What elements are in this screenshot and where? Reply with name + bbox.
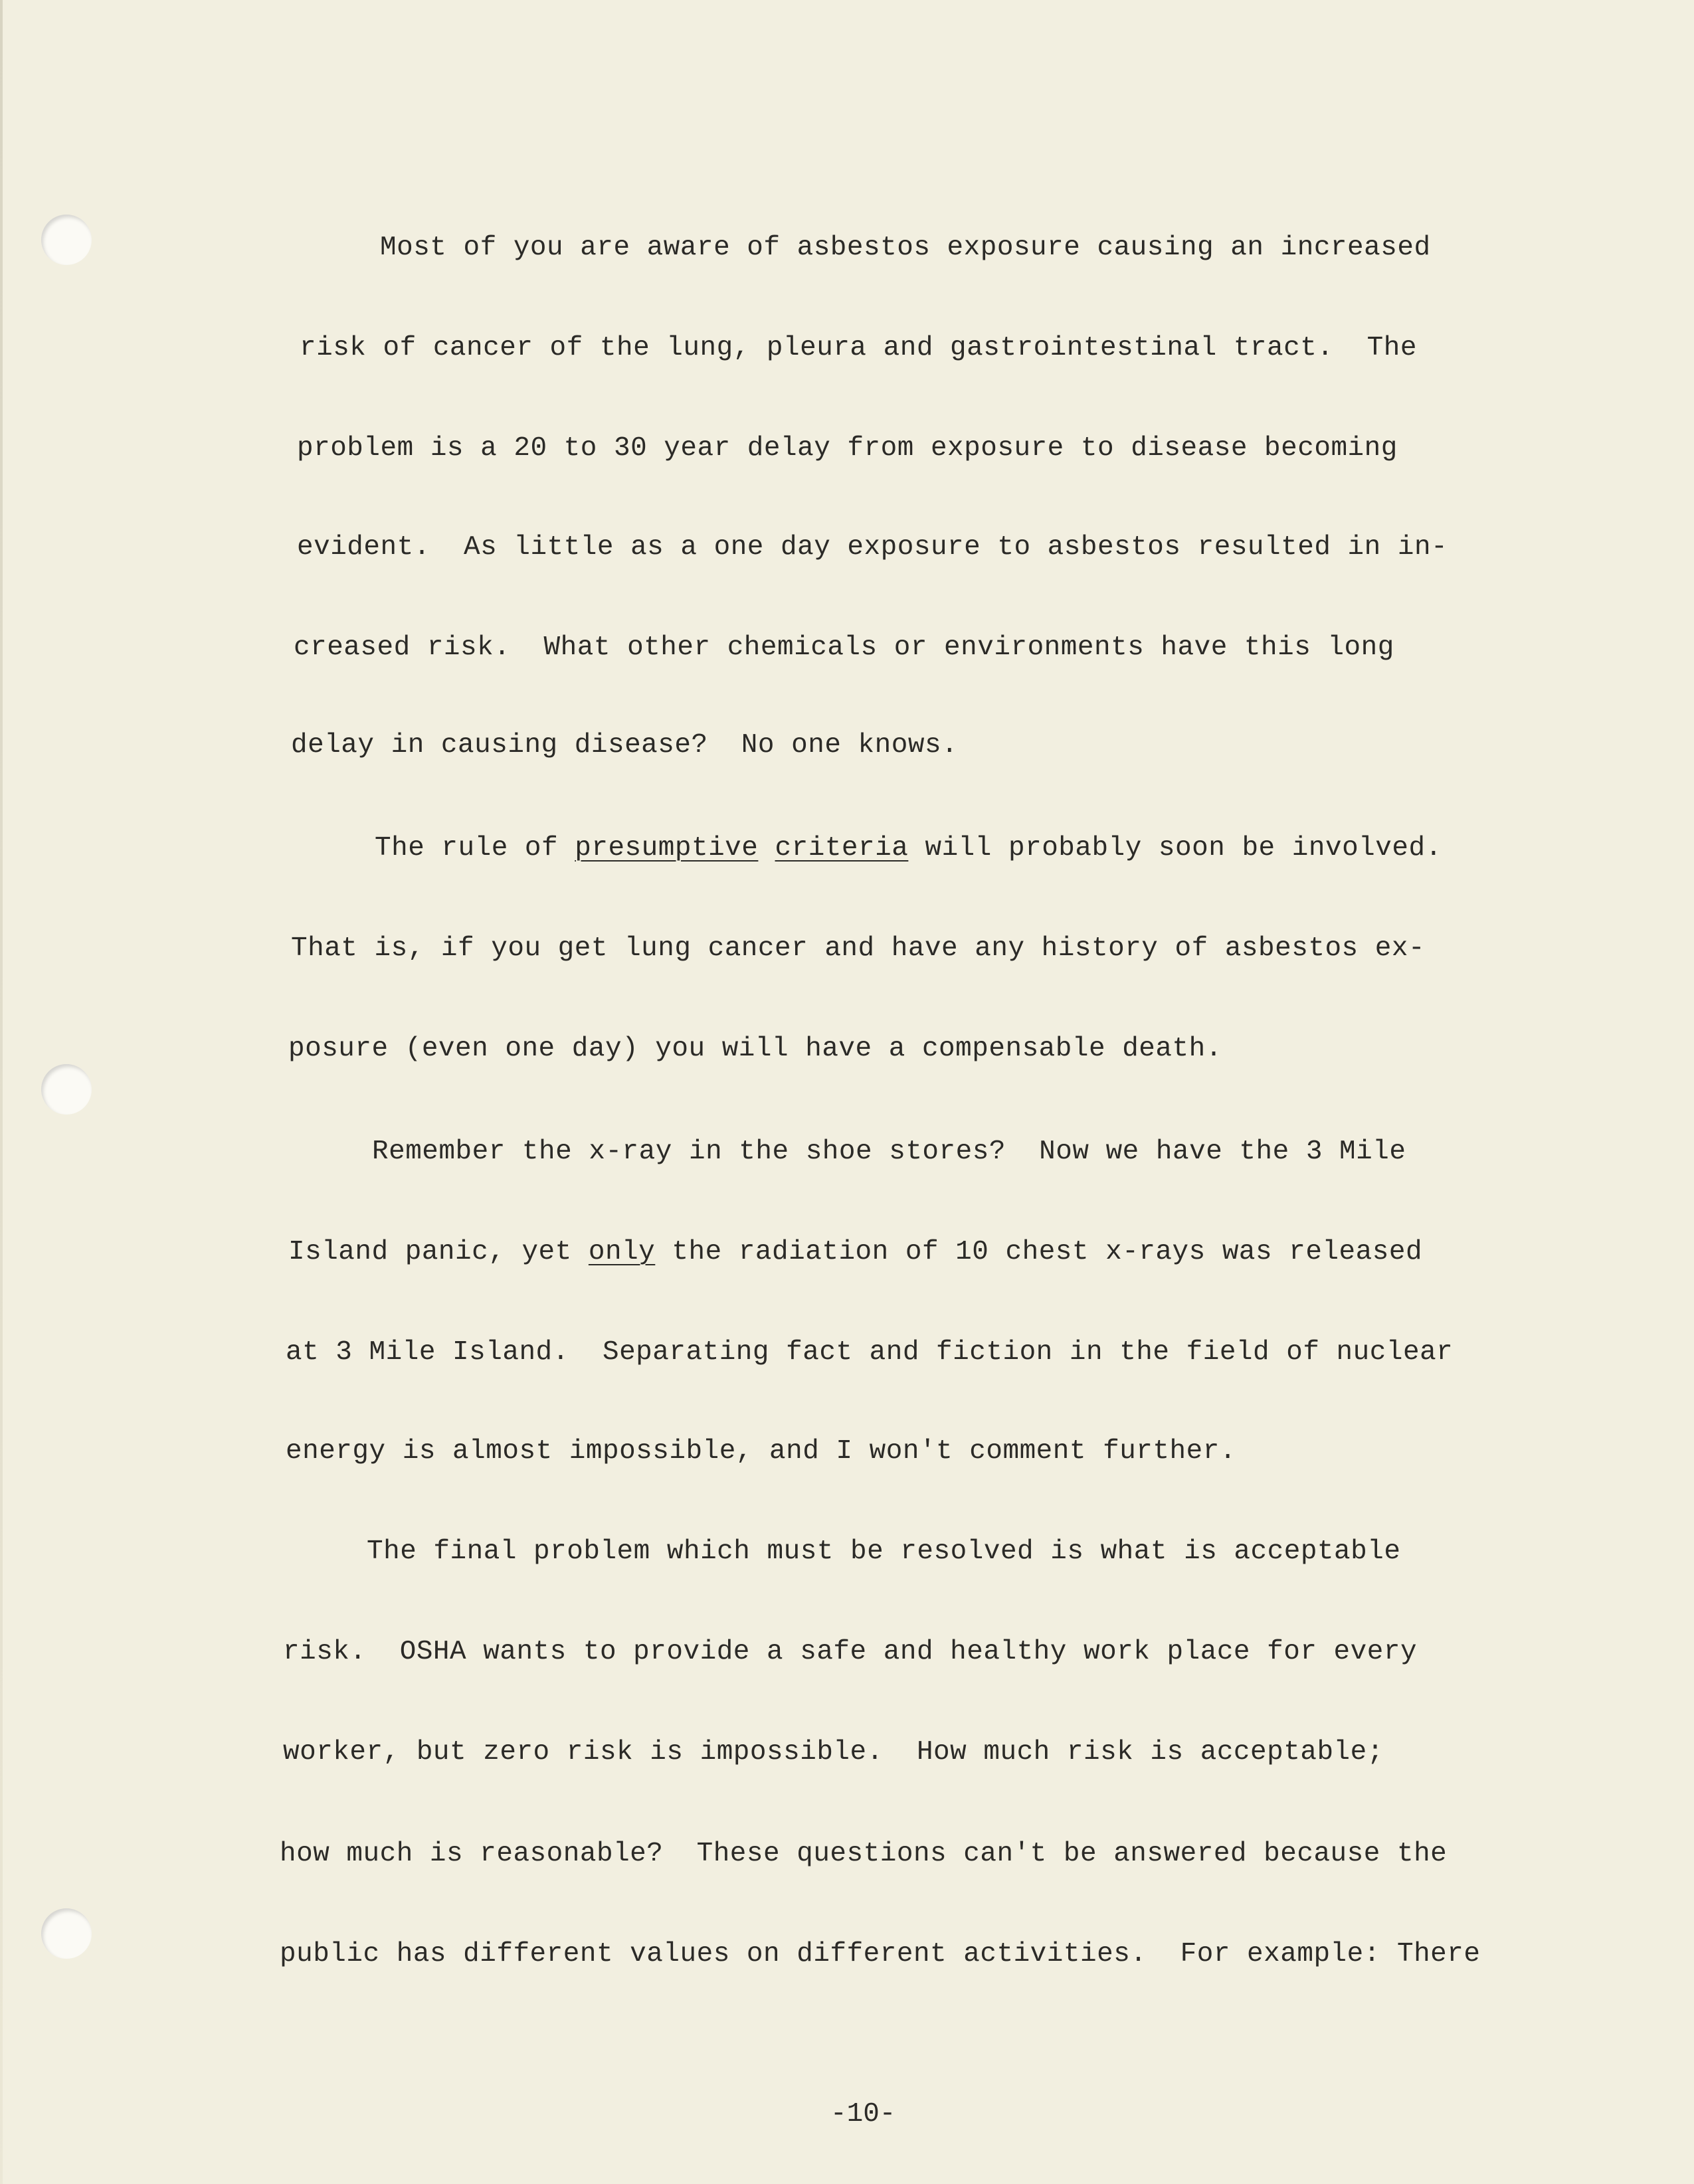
text-segment: Island panic, yet: [288, 1237, 589, 1267]
text-segment: [758, 833, 775, 864]
text-line: [372, 1135, 1406, 1168]
text-segment: at 3 Mile Island. Separating fact and fiction in the field of nuclear: [286, 1337, 1454, 1368]
text-segment: delay in causing disease? No one knows.: [291, 730, 959, 761]
text-line: [380, 231, 1431, 264]
text-segment: That is, if you get lung cancer and have any history of asbestos ex-: [291, 933, 1426, 964]
text-segment: problem is a 20 to 30 year delay from exposure to disease becoming: [297, 433, 1398, 464]
text-segment: evident. As little as a one day exposure to asbestos resulted in in-: [297, 532, 1448, 563]
text-line: [286, 1336, 1453, 1369]
text-line: [297, 432, 1398, 465]
text-line: [291, 729, 958, 762]
text-segment: worker, but zero risk is impossible. How much risk is acceptable;: [283, 1737, 1384, 1768]
text-line: [280, 1837, 1447, 1870]
text-segment: creased risk. What other chemicals or environments have this long: [294, 632, 1394, 663]
text-segment: public has different values on different activities. For example: There: [280, 1939, 1481, 1969]
underlined-text: only: [588, 1237, 656, 1267]
text-segment: risk. OSHA wants to provide a safe and healthy work place for every: [283, 1637, 1418, 1667]
text-segment: will probably soon be involved.: [908, 833, 1442, 864]
text-line: [280, 1938, 1481, 1971]
text-line: [283, 1635, 1417, 1669]
text-segment: Most of you are aware of asbestos exposure causing an increased: [380, 232, 1431, 263]
text-line: [300, 331, 1417, 365]
text-line: [288, 1032, 1222, 1065]
text-line: [294, 631, 1394, 664]
text-line: [286, 1435, 1236, 1468]
text-line: [291, 932, 1425, 965]
page-number: -10-: [830, 2099, 896, 2130]
text-segment: The rule of: [375, 833, 575, 864]
punch-hole: [41, 1908, 92, 1959]
text-line: [375, 832, 1442, 865]
underlined-text: criteria: [775, 833, 909, 864]
punch-hole: [41, 1064, 92, 1115]
underlined-text: presumptive: [575, 833, 759, 864]
text-segment: Remember the x-ray in the shoe stores? Now we have the 3 Mile: [372, 1137, 1406, 1167]
text-segment: The final problem which must be resolved is what is acceptable: [367, 1536, 1401, 1567]
page-edge: [0, 0, 3, 2184]
text-segment: energy is almost impossible, and I won't comment further.: [286, 1436, 1236, 1467]
text-segment: the radiation of 10 chest x-rays was released: [655, 1237, 1423, 1267]
text-line: [288, 1235, 1422, 1269]
punch-hole: [41, 215, 92, 265]
text-segment: how much is reasonable? These questions can't be answered because the: [280, 1839, 1448, 1869]
text-line: [283, 1736, 1384, 1769]
text-line: [367, 1535, 1400, 1568]
text-segment: posure (even one day) you will have a compensable death.: [288, 1034, 1222, 1064]
text-segment: risk of cancer of the lung, pleura and gastrointestinal tract. The: [300, 333, 1417, 363]
text-line: [297, 531, 1448, 564]
